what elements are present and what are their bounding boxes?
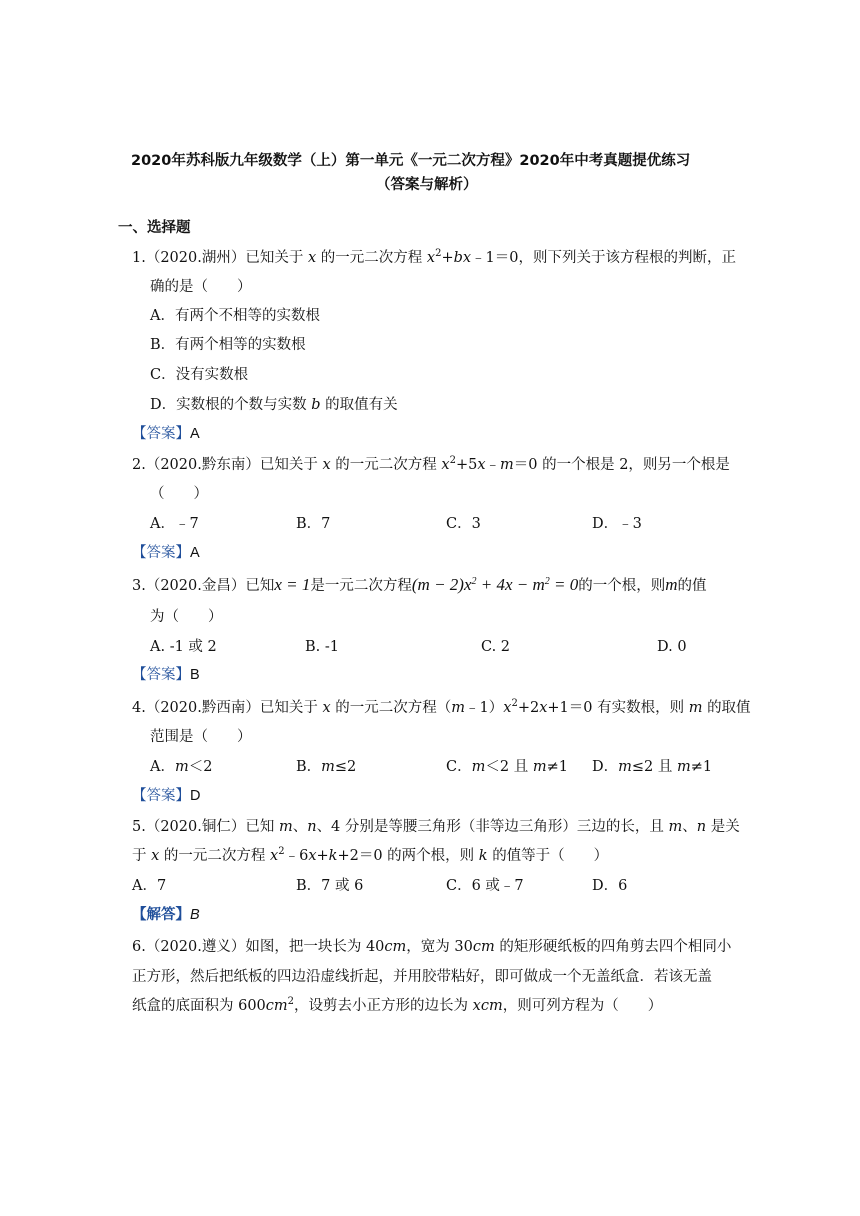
q2-line1: 2.（2020.黔东南）已知关于 x 的一元二次方程 $x^2+5x﹣m=0$ 的一个根是 2，则另一个根是 — [132, 455, 730, 473]
q5-option-d: D．6 — [592, 878, 628, 894]
q4-option-c: C．m＜2 且 m≠1 — [446, 759, 568, 775]
q3-option-a: A. -1 或 2 — [150, 639, 217, 655]
q5-option-a: A．7 — [132, 878, 167, 894]
q2-option-d: D．﹣3 — [592, 516, 642, 532]
q4-line1: 4.（2020.黔西南）已知关于 x 的一元二次方程$(m﹣1)x^2+2x+1=0$ 有实数根，则 m 的取值 — [132, 698, 751, 716]
q2-option-b: B．7 — [296, 516, 331, 532]
q1-line2: 确的是（ ） — [150, 279, 252, 295]
q4-answer: 【答案】D — [132, 788, 201, 804]
doc-title-line1: 2020年苏科版九年级数学（上）第一单元《一元二次方程》2020年中考真题提优练习 — [131, 153, 691, 169]
q3-line1: 3.（2020.金昌）已知x = 1是一元二次方程$(m - 2)x^2 + 4x - m^2 = 0$的一个根，则m的值 — [132, 575, 707, 594]
q4-option-a: A．m＜2 — [150, 759, 213, 775]
section-heading: 一、选择题 — [118, 220, 191, 236]
q4-option-d: D．m≤2 且 m≠1 — [592, 759, 713, 775]
q1-answer: 【答案】A — [132, 426, 200, 442]
doc-title-line2: （答案与解析） — [376, 177, 478, 193]
q5-option-c: C．6 或﹣7 — [446, 878, 524, 894]
q5-line2: 于 x 的一元二次方程 $x^2﹣6x+k+2=0$ 的两个根，则 k 的值等于（ ） — [132, 846, 609, 864]
q6-line3: 纸盒的底面积为 $600cm^2$，设剪去小正方形的边长为 xcm，则可列方程为（ ） — [132, 996, 663, 1014]
q2-answer: 【答案】A — [132, 545, 200, 561]
q6-line2: 正方形，然后把纸板的四边沿虚线折起，并用胶带粘好，即可做成一个无盖纸盒．若该无盖 — [132, 969, 712, 985]
q3-line2: 为（ ） — [150, 609, 223, 625]
q3-option-d: D. 0 — [657, 639, 687, 655]
q1-option-a: A．有两个不相等的实数根 — [150, 308, 320, 324]
q6-line1: 6.（2020.遵义）如图，把一块长为 40cm，宽为 30cm 的矩形硬纸板的四角剪去四个相同小 — [132, 939, 732, 955]
q5-option-b: B．7 或 6 — [296, 878, 364, 894]
q3-option-b: B. -1 — [305, 639, 339, 655]
q3-option-c: C. 2 — [481, 639, 511, 655]
q2-option-a: A．﹣7 — [150, 516, 199, 532]
q1-option-d: D．实数根的个数与实数 b 的取值有关 — [150, 397, 398, 413]
q3-equation-root: x = 1 — [274, 575, 311, 594]
q3-answer: 【答案】B — [132, 667, 200, 683]
q5-answer: 【解答】B — [132, 906, 200, 923]
q2-option-c: C．3 — [446, 516, 481, 532]
q5-line1: 5.（2020.铜仁）已知 m、n、4 分别是等腰三角形（非等边三角形）三边的长，且 m、n 是关 — [132, 819, 740, 835]
q2-line2: （ ） — [150, 486, 208, 502]
q1-line1: 1.（2020.湖州）已知关于 x 的一元二次方程 $x^2+bx﹣1=0$，则下列关于该方程根的判断，正 — [132, 248, 737, 266]
q4-option-b: B．m≤2 — [296, 759, 357, 775]
q4-line2: 范围是（ ） — [150, 729, 252, 745]
q1-option-b: B．有两个相等的实数根 — [150, 337, 306, 353]
q3-equation: $(m - 2)x^2 + 4x - m^2 = 0$ — [411, 575, 579, 594]
q1-option-c: C．没有实数根 — [150, 367, 249, 383]
